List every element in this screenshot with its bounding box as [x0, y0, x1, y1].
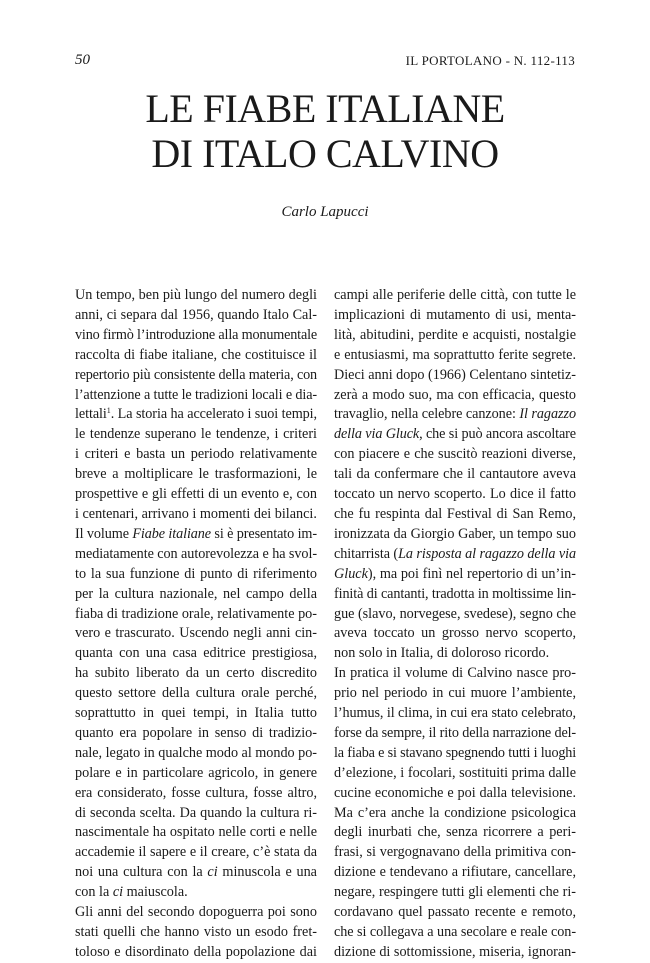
page-number: 50: [75, 52, 90, 68]
text-line: [75, 883, 317, 903]
text-line: toccato un nervo scoperto. Lo dice il fatto: [334, 486, 576, 503]
title-line: LE FIABE ITALIANE: [145, 86, 505, 131]
text-line: toloso e disordinato della popolazione dai: [75, 943, 317, 960]
text-line: vino firmò l’introduzione alla monumentale: [75, 326, 317, 343]
text-line: l’humus, il clima, in cui era stato celebrato,: [334, 705, 576, 722]
paragraph: [334, 286, 576, 664]
text-line: negare, respingere tutti gli elementi che ri-: [334, 884, 576, 901]
text-line: Ma c’era anche la condizione psicologica: [334, 804, 576, 821]
text-line: vero e trascurato. Uscendo negli anni cin-: [75, 625, 317, 642]
text-line: prio nel periodo in cui muore l’ambiente,: [334, 685, 576, 702]
text-line: nascimentale ha ospitato nelle corti e nelle: [75, 824, 317, 841]
paragraph: [334, 664, 576, 963]
text-line: con piacere e che suscitò reazioni diverse,: [334, 446, 576, 463]
paragraph: [75, 525, 317, 903]
text-line: la fiaba e si stavano spegnendo tutti i luoghi: [334, 744, 576, 761]
text-run: . La storia ha accelerato i suoi tempi,: [110, 406, 318, 423]
text-line: [334, 425, 576, 445]
text-line: nale, legato in qualche modo al mondo po-: [75, 744, 317, 761]
text-line: fiaba di tradizione orale, relativamente po-: [75, 605, 317, 622]
text-line: to la sua funzione di punto di riferimento: [75, 565, 317, 582]
text-run: Il volume: [75, 525, 133, 542]
song-title: della via Gluck: [334, 426, 420, 443]
text-line: le tendenze superano le tendenze, i criteri: [75, 426, 317, 443]
author-name: Carlo Lapucci: [281, 204, 369, 220]
text-line: cordavano quel passato recente e remoto,: [334, 904, 576, 921]
text-run: chitarrista (: [334, 545, 399, 562]
book-title: Fiabe italiane: [132, 525, 211, 542]
text-line: ha subito liberato da un certo discredito: [75, 665, 317, 682]
song-title: La risposta al ragazzo della via: [398, 545, 576, 562]
text-line: quanto era popolare in senso di tradizio-: [75, 724, 317, 741]
text-line: mediatamente con autorevolezza e ha svol-: [75, 545, 317, 562]
text-line: questo settore della cultura orale perché,: [75, 685, 317, 702]
text-line: prospettive e gli effetti di un evento e, con: [75, 486, 317, 503]
article-title: [0, 86, 650, 176]
text-line: aveva toccato un grosso nervo scoperto,: [334, 625, 576, 642]
song-title: Gluck: [334, 565, 368, 582]
text-line: degli inurbati che, senza ricorrere a peri-: [334, 824, 576, 841]
text-run: ), ma poi finì nel repertorio di un’in-: [367, 565, 576, 582]
text-run: travaglio, nella celebre canzone:: [334, 406, 520, 423]
paragraph: [75, 903, 317, 963]
text-line: che si collegava a una secolare e reale con-: [334, 924, 576, 940]
text-line: accademie il sapere e il creare, c’è stata da: [75, 844, 317, 861]
text-line: stati quelli che hanno visto un esodo fret-: [75, 924, 317, 940]
text-line: Un tempo, ben più lungo del numero degli: [75, 287, 317, 303]
text-run: lettali: [75, 406, 107, 423]
text-line: soprattutto in quei tempi, in Italia tutto: [75, 705, 317, 722]
text-line: Gli anni del secondo dopoguerra poi sono: [75, 904, 317, 921]
text-line: [75, 405, 317, 425]
body-column-right: [334, 286, 576, 963]
paragraph: [75, 286, 317, 525]
text-line: implicazioni di mutamento di usi, menta-: [334, 306, 576, 323]
text-line: [334, 565, 576, 585]
text-line: repertorio più consistente della materia, con: [75, 366, 317, 383]
text-run: minuscola e una: [217, 864, 317, 881]
text-run: maiuscola.: [123, 884, 188, 901]
text-line: dizione di sottomissione, miseria, ignoran-: [334, 943, 576, 960]
text-line: breve a moltiplicare le trasformazioni, le: [75, 466, 317, 483]
title-line: DI ITALO CALVINO: [151, 131, 499, 176]
journal-running-head: IL PORTOLANO - N. 112-113: [405, 53, 575, 68]
emphasis: ci: [207, 864, 218, 881]
text-line: non solo in Italia, di doloroso ricordo.: [334, 645, 550, 662]
text-line: d’elezione, i focolari, sostituiti prima dalle: [334, 764, 576, 781]
text-line: finità di cantanti, tradotta in moltissime lin-: [334, 585, 576, 602]
text-run: con la: [75, 884, 113, 901]
text-line: ironizzata da Giorgio Gaber, un tempo suo: [334, 525, 576, 542]
text-line: [334, 405, 576, 425]
song-title: Il ragazzo: [519, 406, 576, 423]
text-line: tali da confermare che il cantautore aveva: [334, 466, 576, 483]
text-line: di seconda scelta. Da quando la cultura ri-: [75, 804, 317, 821]
text-line: raccolta di fiabe italiane, che costituisce il: [75, 346, 317, 363]
text-line: forse da sempre, il rito della narrazione del-: [334, 724, 576, 741]
text-line: [75, 863, 317, 883]
text-line: l’attenzione a tutte le tradizioni locali e dia-: [75, 386, 317, 403]
text-line: zerà a modo suo, ma con efficacia, questo: [334, 386, 576, 403]
text-run: , che si può ancora ascoltare: [419, 426, 576, 443]
text-line: anni, ci separa dal 1956, quando Italo Cal-: [75, 306, 317, 323]
text-line: In pratica il volume di Calvino nasce pro-: [334, 665, 576, 682]
text-run: si è presentato im-: [210, 525, 317, 542]
text-line: frasi, si vergognavano della primitiva con-: [334, 844, 576, 861]
text-line: gue (slavo, norvegese, svedese), segno che: [334, 605, 576, 622]
text-line: era considerato, fosse cultura, fosse altro,: [75, 784, 317, 801]
text-line: [75, 525, 317, 545]
body-column-left: [75, 286, 317, 963]
emphasis: ci: [112, 884, 124, 901]
text-line: che fu respinta dal Festival di San Remo,: [334, 505, 576, 522]
text-line: polare e in particolare agricolo, in genere: [75, 764, 317, 781]
text-run: noi una cultura con la: [75, 864, 208, 881]
text-line: campi alle periferie delle città, con tutte le: [334, 287, 576, 303]
text-line: Dieci anni dopo (1966) Celentano sintetiz-: [334, 366, 576, 383]
text-line: i criteri e basta un periodo relativamente: [75, 446, 317, 463]
text-line: cucine economiche e poi dalla televisione.: [334, 784, 576, 801]
text-line: quanta con una casa editrice prestigiosa,: [75, 645, 317, 662]
text-line: dizione e tendevano a rifiutare, cancellare,: [334, 864, 576, 881]
footnote-marker: 1: [106, 406, 111, 416]
text-line: lità, abitudini, perdite e acquisti, nostalgie: [334, 326, 576, 343]
text-line: e entusiasmi, ma soprattutto ferite segrete.: [334, 346, 576, 363]
text-line: i centenari, arrivano i momenti dei bilanci.: [75, 505, 317, 522]
text-line: [334, 545, 576, 565]
text-line: per la cultura nazionale, nel campo della: [75, 585, 317, 602]
